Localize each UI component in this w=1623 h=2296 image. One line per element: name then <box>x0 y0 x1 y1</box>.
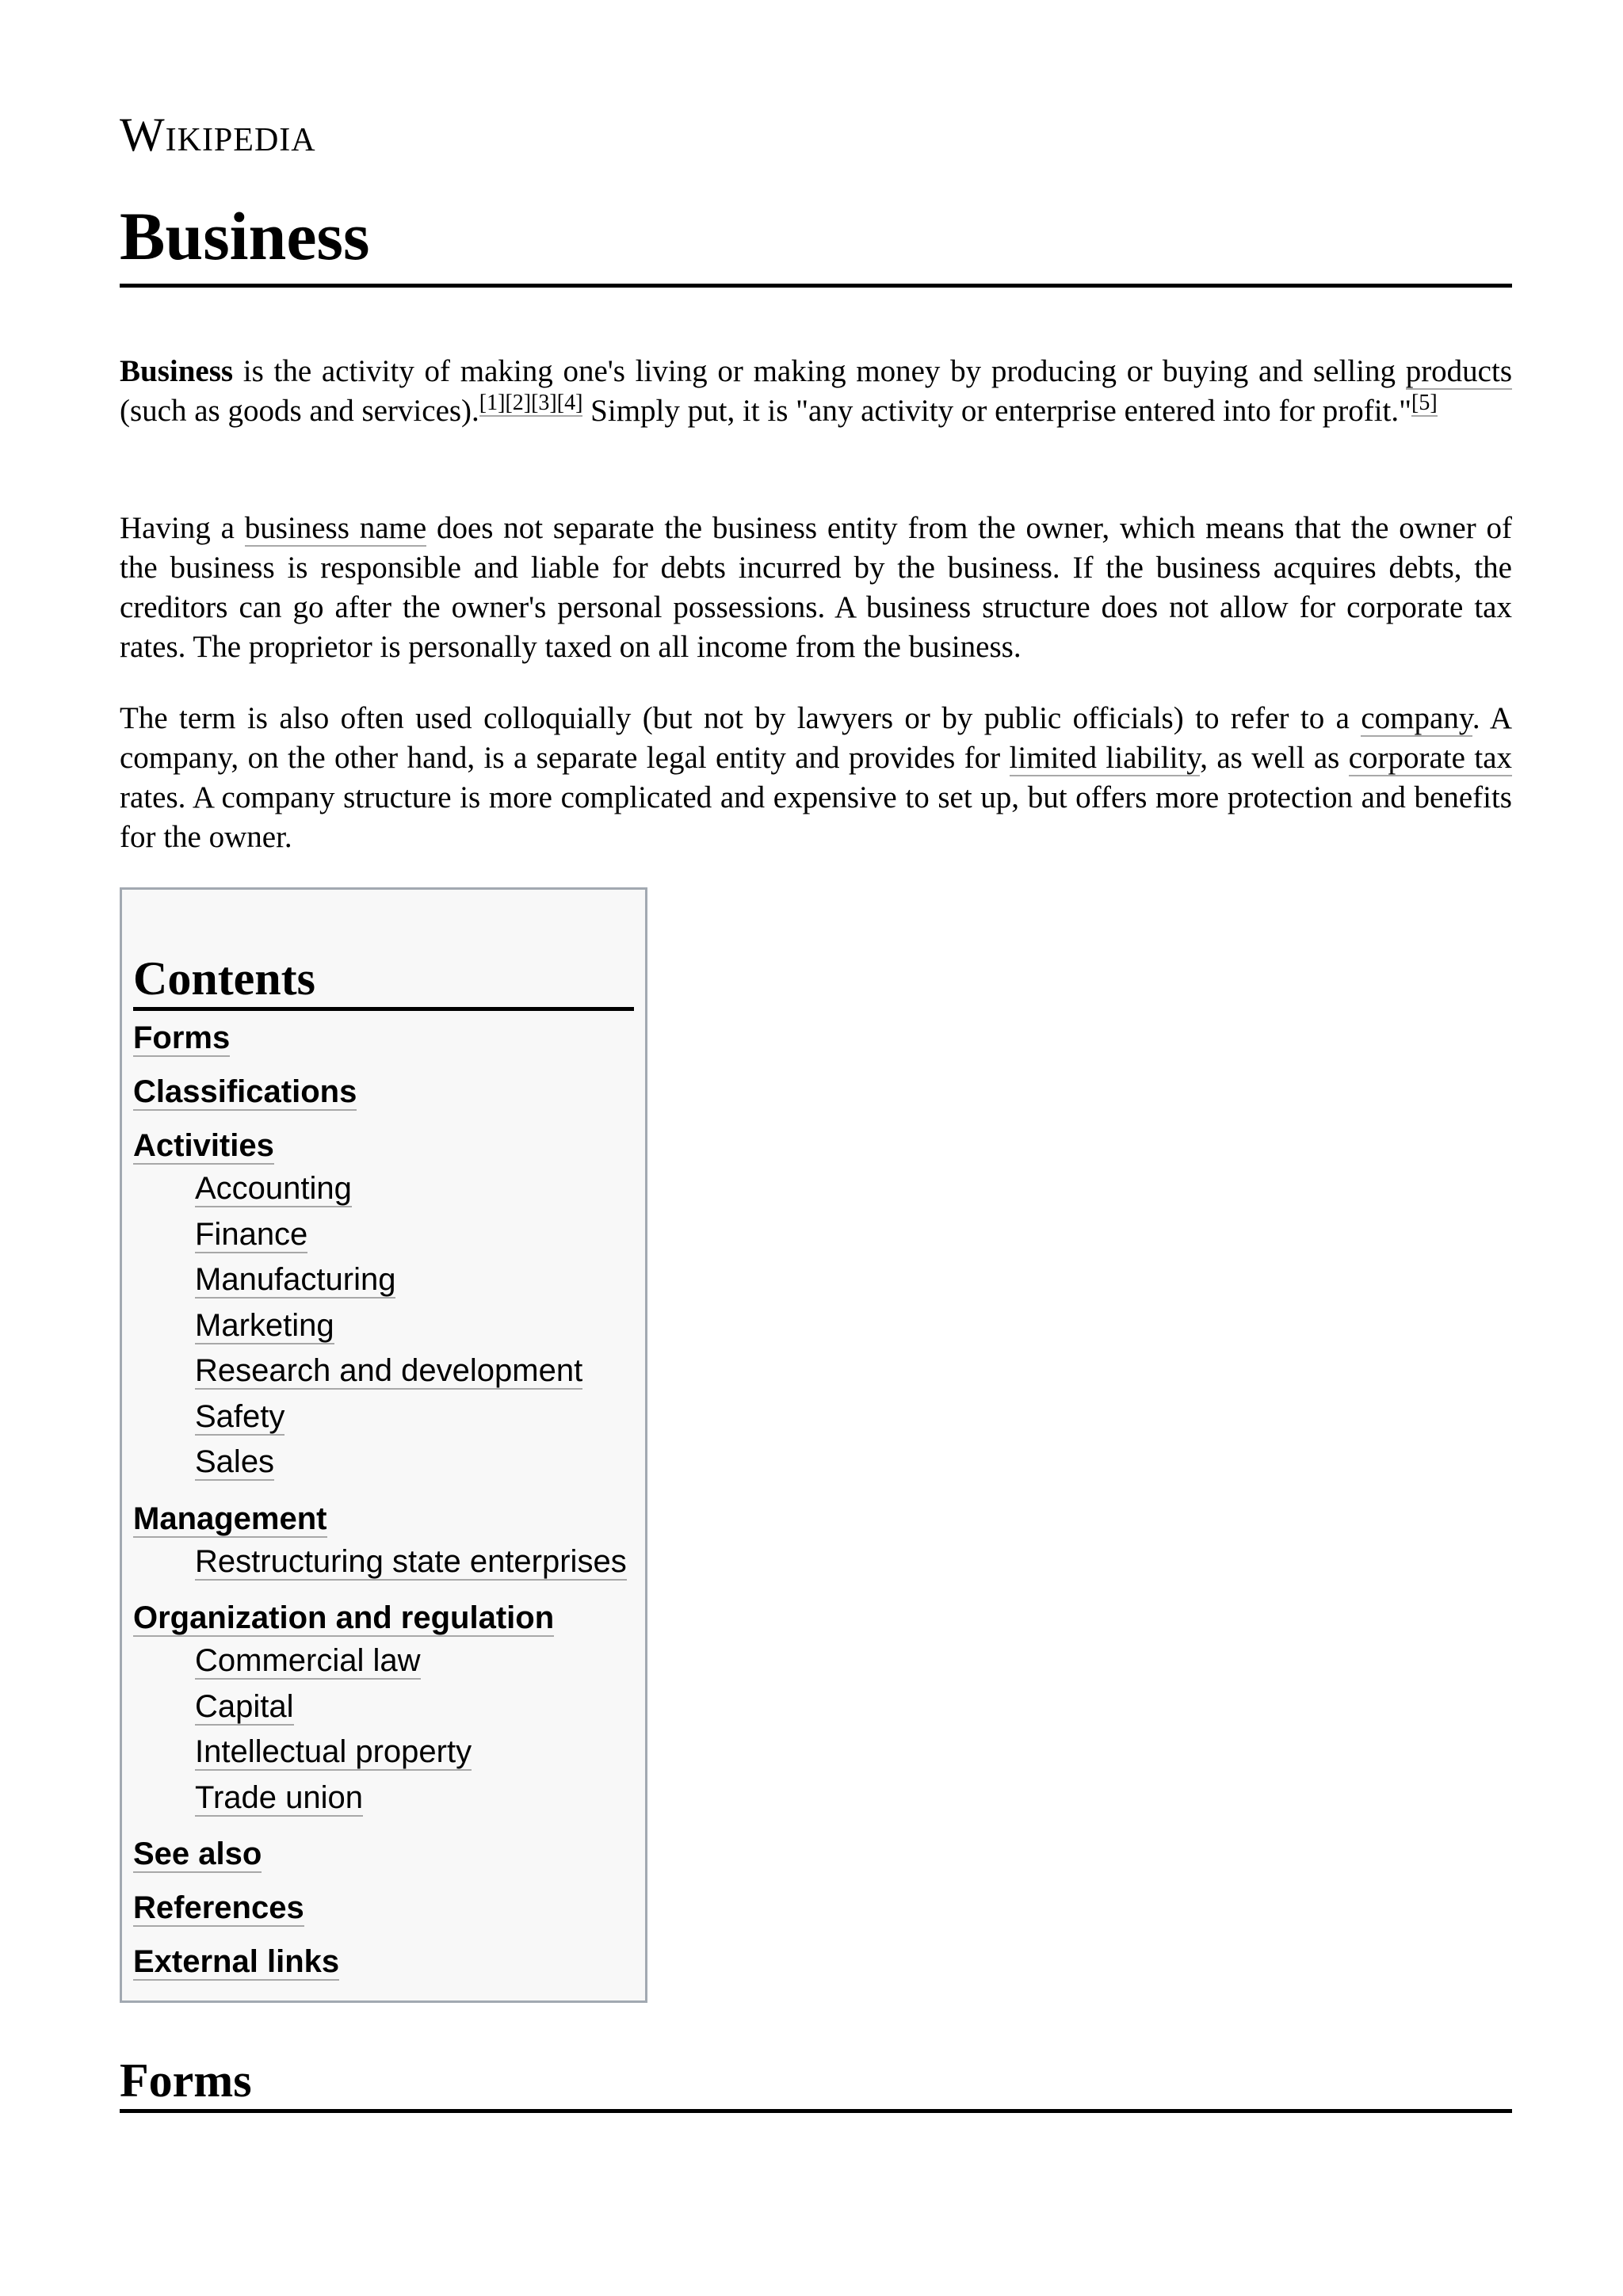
toc-link-management[interactable]: Management <box>133 1501 327 1536</box>
toc-subitem <box>195 1638 634 1684</box>
link-products[interactable]: products <box>1405 354 1512 388</box>
paragraph-company <box>120 699 1512 857</box>
toc-link-classifications[interactable]: Classifications <box>133 1074 357 1109</box>
link-business-name[interactable]: business name <box>244 511 427 545</box>
text: is the activity of making one's living or making money by producing or buying and selling <box>233 354 1406 388</box>
text: The term is also often used colloquially (but not by lawyers or by public officials) to refer to a <box>120 701 1361 735</box>
toc-subitem <box>195 1684 634 1730</box>
toc-link-accounting[interactable]: Accounting <box>195 1171 352 1206</box>
toc-link-sales[interactable]: Sales <box>195 1444 275 1479</box>
toc-sublist <box>133 1638 634 1821</box>
toc-link-commercial-law[interactable]: Commercial law <box>195 1643 421 1678</box>
text: rates. A company structure is more complicated and expensive to set up, but offers more protection and benefits for the owner. <box>120 780 1512 854</box>
toc-link-activities[interactable]: Activities <box>133 1128 274 1163</box>
table-of-contents <box>120 887 647 2003</box>
toc-link-manufacturing[interactable]: Manufacturing <box>195 1262 396 1297</box>
toc-link-safety[interactable]: Safety <box>195 1398 285 1434</box>
toc-item <box>133 1125 634 1486</box>
toc-item <box>133 1941 634 1982</box>
toc-link-trade-union[interactable]: Trade union <box>195 1779 363 1815</box>
toc-link-organization-and-regulation[interactable]: Organization and regulation <box>133 1600 555 1635</box>
toc-subitem <box>195 1730 634 1775</box>
bold-term: Business <box>120 354 234 388</box>
section-heading-forms: Forms <box>120 2052 1512 2113</box>
toc-title: Contents <box>133 950 634 1011</box>
toc-subitem <box>195 1212 634 1258</box>
toc-link-research-and-development[interactable]: Research and development <box>195 1353 583 1388</box>
toc-sublist <box>133 1166 634 1486</box>
toc-list <box>133 1017 634 1982</box>
toc-subitem <box>195 1348 634 1394</box>
toc-link-external-links[interactable]: External links <box>133 1944 340 1979</box>
text: , as well as <box>1200 741 1349 775</box>
toc-link-forms[interactable]: Forms <box>133 1020 231 1055</box>
paragraph-business-name <box>120 509 1512 667</box>
reference-link[interactable]: [1] <box>479 391 506 415</box>
toc-link-intellectual-property[interactable]: Intellectual property <box>195 1734 472 1769</box>
toc-subitem <box>195 1166 634 1212</box>
toc-subitem <box>195 1394 634 1440</box>
toc-subitem <box>195 1775 634 1821</box>
toc-item <box>133 1833 634 1875</box>
toc-link-see-also[interactable]: See also <box>133 1836 262 1871</box>
reference-link[interactable]: [5] <box>1411 391 1438 415</box>
link-company[interactable]: company <box>1361 701 1472 735</box>
reference-link[interactable]: [3] <box>531 391 557 415</box>
toc-sublist <box>133 1539 634 1585</box>
toc-item <box>133 1597 634 1821</box>
text: . A company, on the other hand, is a separate legal entity and provides for <box>120 701 1512 775</box>
references-group <box>479 391 583 417</box>
text: does not separate the business entity from the owner, which means that the owner of the business is responsible and liable for debts incurred by the business. If the business acquires debts, the creditors can go after the owner's personal possessions. A business structure does not allow for corporate tax rates. The proprietor is personally taxed on all income from the business. <box>120 511 1513 664</box>
text: (such as goods and services). <box>120 394 479 428</box>
link-corporate-tax[interactable]: corporate tax <box>1348 741 1513 775</box>
toc-link-finance[interactable]: Finance <box>195 1216 308 1252</box>
toc-subitem <box>195 1539 634 1585</box>
toc-item <box>133 1071 634 1112</box>
paragraph-intro <box>120 352 1512 431</box>
toc-link-restructuring-state-enterprises[interactable]: Restructuring state enterprises <box>195 1543 627 1579</box>
text: Having a <box>120 511 245 545</box>
toc-subitem <box>195 1303 634 1349</box>
toc-item <box>133 1017 634 1058</box>
page-title: Business <box>120 196 1512 288</box>
reference-link[interactable]: [2] <box>505 391 532 415</box>
toc-item <box>133 1498 634 1585</box>
link-limited-liability[interactable]: limited liability <box>1009 741 1201 775</box>
toc-item <box>133 1887 634 1928</box>
toc-link-marketing[interactable]: Marketing <box>195 1307 334 1343</box>
text: Simply put, it is "any activity or enterprise entered into for profit." <box>582 394 1412 428</box>
reference-link[interactable]: [4] <box>556 391 583 415</box>
toc-link-capital[interactable]: Capital <box>195 1688 294 1724</box>
toc-subitem <box>195 1440 634 1486</box>
toc-subitem <box>195 1257 634 1303</box>
references-group <box>1411 391 1438 417</box>
toc-link-references[interactable]: References <box>133 1890 304 1925</box>
wikipedia-wordmark[interactable]: Wikipedia <box>120 109 316 161</box>
